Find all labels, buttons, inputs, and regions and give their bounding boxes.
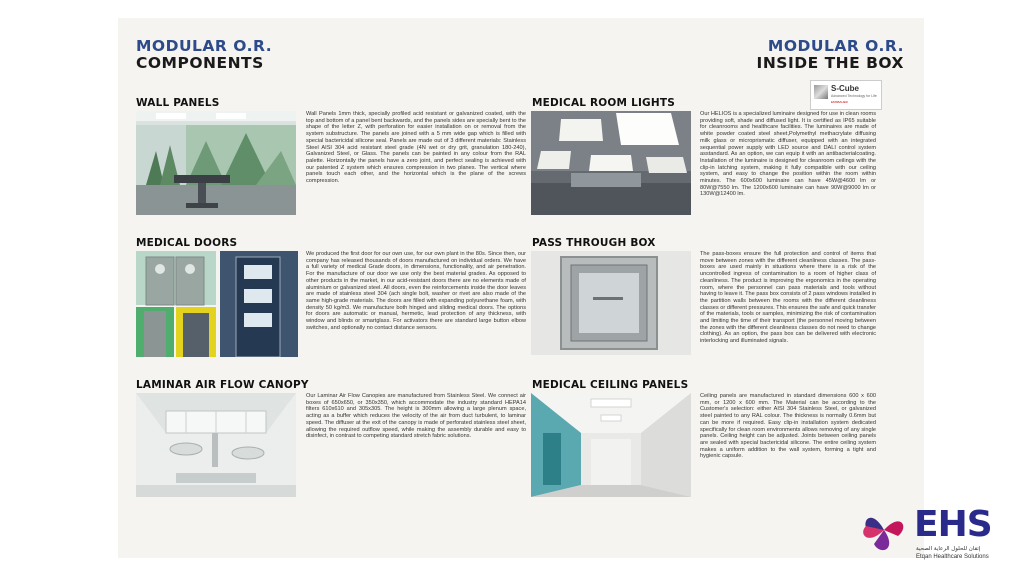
left-title-line1: MODULAR O.R.: [136, 37, 273, 55]
ehs-arabic-name: إتقان للحلول الرعاية الصحية: [916, 546, 981, 552]
wall-panels-photo: [136, 111, 296, 215]
ceiling-panels-text: Ceiling panels are manufactured in standard dimensions 600 x 600 mm, or 1200 x 600 mm. The Material can be according to the Customer's selection: either AISI 304 Stainless Steel, or galvanized steel painted to any RAL colour. The thickness is normally 0.6mm but can be more if required. Easy clip-in installation system dedicated specifically for clean room environments allows removing of any single panels. Ceiling height can be adjusted. Joints between ceiling panels are sealed with special bactericidal silicone. The entire ceiling system makes a uniform addition to the wall system, forming a tight and hygienic capsule.: [700, 393, 876, 460]
cube-icon: [814, 85, 828, 99]
pass-box-text: The pass-boxes ensure the full protection and control of items that move between zones with the different cleanliness classes. The pass-boxes are used mainly in situations where there is a risk of the uncontrolled ingress of contamination to a room of higher class of cleanliness. The product is improving the ergonomics in the operating room, where the personnel can pass materials and tools without having to leave it. The pass box consists of 2 pass windows installed in the partition walls between the rooms with the different cleanliness classes or different pressures. This ensures the safe and quick transfer of the materials, tools or samples, minimizing the risk of contamination and limiting the time of their transport (the personnel moving between the zones with the different cleanliness classes do not need to change clothing). As an option, the pass box can be delivered with electronic interlocking and illuminated signals.: [700, 251, 876, 345]
scube-name: S-Cube: [831, 84, 859, 93]
flower-logo-icon: [858, 504, 910, 556]
medical-doors-heading: MEDICAL DOORS: [136, 237, 238, 249]
room-lights-text: Our HELIOS is a specialized luminaire designed for use in clean rooms providing soft, shade and diffused light. It is certified as IP65 suitable for cleanrooms and healthcare facilities. The luminaires are made of white powder coated steel sheet,Polymethyl methacrylate diffusing milk glass or microprismatic diffuser, equipped with an integrated sequential power supply with LED source and DALI control system asstandard. As an option, we can equip it with an antibacterialcoating. Installation of the luminaire is designed for cleanroom ceilings with the clip-in latching system, making it fully compatible with our ceiling system, and easy to change the position within the room within minutes. The 600x600 luminaire can have 45W@4600 lm or 80W@7550 lm. The 1200x600 luminaire can have 90W@9000 lm or 130W@12400 lm.: [700, 111, 876, 198]
laminar-photo: [136, 393, 296, 497]
left-title-line2: COMPONENTS: [136, 54, 264, 72]
wall-panels-heading: WALL PANELS: [136, 97, 220, 109]
pass-box-photo: [531, 251, 691, 355]
medical-doors-photo: [136, 251, 298, 357]
room-lights-photo: [531, 111, 691, 215]
pass-box-heading: PASS THROUGH BOX: [532, 237, 656, 249]
scube-tagline: Advanced Technology for Life: [831, 94, 877, 98]
medical-doors-text: We produced the first door for our own use, for our own plant in the 80s. Since then, our company has released thousands of doors manufactured on individual orders. We have a full variety of medical Grade doors, in dimensions, functionality, and air penetration. For the manufacture of our door we use only the best material grades. As opposed to other products in the market, in our acid-resistant doors there are no elements made of aluminium or galvanized steel. All doors, even the reinforcements inside the door leaves are made of stainless steel 304 (ach single bolt, washer or rivet are also made of the same high-grade materials. The doors are filled with expanding polyurethane foam, with density 50 kg/m3. We manufacture both hinged and sliding medical doors. The options for doors are automatic or manual, hermetic, lead protection of any thickness, with window and blinds or smartglass. For activators there are standard large button elbow switches, and optionally no contact distance sensors.: [306, 251, 526, 331]
scube-logo: [810, 80, 882, 110]
laminar-heading: LAMINAR AIR FLOW CANOPY: [136, 379, 309, 391]
laminar-text: Our Laminar Air Flow Canopies are manufactured from Stainless Steel. We connect air boxes of 650x650, or 350x350, which accommodate the industry standard HEPA14 filters 610x610 and 305x305. The height is 300mm allowing a large plenum space, acting as a buffer which reduces the velocity of the air from duct turbulent, to laminar speed. The diffuser at the exit of the canopy is made of perforated stainless steel sheet, allowing the required outflow speed, while making the assembly durable and easy to disinfect, in contrast to competing standard stretch fabric solutions.: [306, 393, 526, 440]
ehs-letters: EHS: [914, 504, 992, 545]
right-title-line2: INSIDE THE BOX: [756, 54, 904, 72]
ceiling-panels-photo: [531, 393, 691, 497]
right-title-line1: MODULAR O.R.: [767, 37, 904, 55]
ehs-logo: [858, 500, 1018, 568]
ehs-english-name: Etqan Healthcare Solutions: [916, 554, 989, 560]
ceiling-panels-heading: MEDICAL CEILING PANELS: [532, 379, 689, 391]
left-title: [136, 38, 272, 72]
wall-panels-text: Wall Panels 1mm thick, specially profiled acid resistant or galvanized coated, with the top and bottom of a panel bent backwards, and the panels sides are specially bent to the shape of the letter Z, with perforation for easier installation on or removal from the system substructure. The panels are joined with a 5 mm wide gap which is filled with special bactericidal silicone seal. Panels are made out of 3 different materials: Stainless Steel AISI 304 acid resistant steel grade (4N wet or dry grit, granulation 180-240), Galvanized Steel, or Glass. The panels can be painted in any colour from the RAL palette. Horizontally the panels have a zero joint, and perfect sealing is achieved with our patented Z system which ensures compression in two planes. The vertical where panels touch each other, and the horizontal which is the plane of the screws compression.: [306, 111, 526, 185]
scube-sub: EMSBAUER: [831, 100, 848, 104]
room-lights-heading: MEDICAL ROOM LIGHTS: [532, 97, 675, 109]
right-title: [757, 38, 904, 72]
